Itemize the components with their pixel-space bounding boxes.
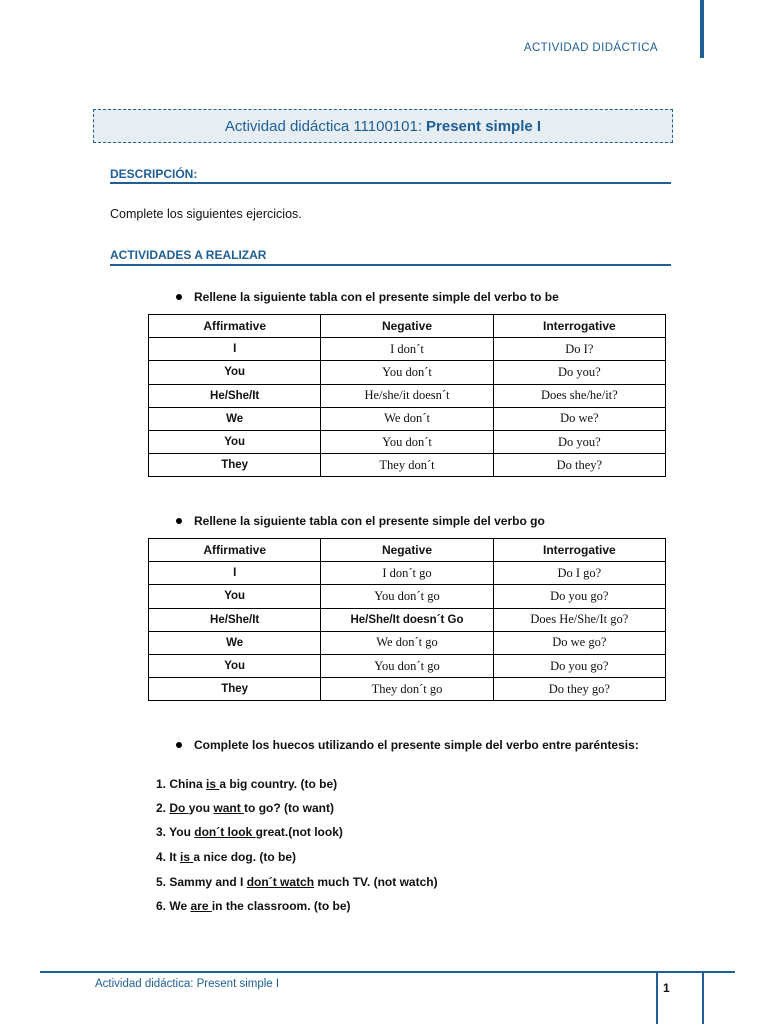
table-header-row bbox=[149, 539, 666, 562]
interrogative-cell: Do I go? bbox=[493, 562, 665, 585]
header-affirmative: Affirmative bbox=[149, 315, 321, 338]
exercise-text: 4. It bbox=[156, 850, 181, 864]
pronoun-cell: I bbox=[149, 338, 321, 361]
interrogative-cell: Do you go? bbox=[493, 585, 665, 608]
table-header-row bbox=[149, 315, 666, 338]
activities-heading: ACTIVIDADES A REALIZAR bbox=[110, 248, 267, 262]
header-interrogative: Interrogative bbox=[493, 315, 665, 338]
header-affirmative: Affirmative bbox=[149, 539, 321, 562]
negative-cell: They don´t bbox=[321, 454, 493, 477]
interrogative-cell: Do they go? bbox=[493, 678, 665, 701]
exercise-item bbox=[156, 801, 334, 815]
bullet-icon bbox=[176, 294, 182, 300]
table-go bbox=[148, 538, 666, 701]
negative-cell: We don´t go bbox=[321, 631, 493, 654]
description-rule bbox=[110, 182, 671, 184]
negative-cell: I don´t go bbox=[321, 562, 493, 585]
description-heading: DESCRIPCIÓN: bbox=[110, 167, 198, 181]
title-box bbox=[93, 109, 673, 143]
interrogative-cell: Does she/he/it? bbox=[493, 384, 665, 407]
footer-divider bbox=[656, 971, 658, 1024]
header-interrogative: Interrogative bbox=[493, 539, 665, 562]
negative-cell: He/She/It doesn´t Go bbox=[321, 608, 493, 631]
exercise-text: you bbox=[188, 801, 214, 815]
interrogative-cell: Do they? bbox=[493, 454, 665, 477]
exercise-text: in the classroom. (to be) bbox=[211, 899, 351, 913]
activities-rule bbox=[110, 264, 671, 266]
exercise-answer: want bbox=[213, 801, 245, 815]
interrogative-cell: Do we? bbox=[493, 407, 665, 430]
footer-divider bbox=[702, 971, 704, 1024]
pronoun-cell: They bbox=[149, 678, 321, 701]
table-to-be bbox=[148, 314, 666, 477]
exercise-text: 6. We bbox=[156, 899, 191, 913]
header-negative: Negative bbox=[321, 539, 493, 562]
interrogative-cell: Do you? bbox=[493, 361, 665, 384]
negative-cell: You don´t bbox=[321, 430, 493, 453]
table-row bbox=[149, 585, 666, 608]
pronoun-cell: I bbox=[149, 562, 321, 585]
table-row bbox=[149, 654, 666, 677]
pronoun-cell: He/She/It bbox=[149, 384, 321, 407]
pronoun-cell: You bbox=[149, 585, 321, 608]
table-row bbox=[149, 631, 666, 654]
pronoun-cell: You bbox=[149, 430, 321, 453]
negative-cell: You don´t go bbox=[321, 654, 493, 677]
pronoun-cell: You bbox=[149, 361, 321, 384]
exercise-item bbox=[156, 875, 438, 889]
description-text: Complete los siguientes ejercicios. bbox=[110, 207, 302, 221]
exercise-item bbox=[156, 899, 351, 913]
footer-label: Actividad didáctica: Present simple I bbox=[95, 978, 280, 990]
exercise-answer: don´t look bbox=[194, 825, 256, 839]
table-row bbox=[149, 338, 666, 361]
negative-cell: You don´t go bbox=[321, 585, 493, 608]
interrogative-cell: Do you go? bbox=[493, 654, 665, 677]
exercise-text: a nice dog. (to be) bbox=[193, 850, 297, 864]
header-label: ACTIVIDAD DIDÁCTICA bbox=[523, 42, 658, 54]
table-row bbox=[149, 608, 666, 631]
pronoun-cell: We bbox=[149, 631, 321, 654]
exercise-answer: is bbox=[180, 850, 194, 864]
table2-instruction-text: Rellene la siguiente tabla con el presente simple del verbo go bbox=[194, 514, 545, 528]
exercise-text: a big country. (to be) bbox=[219, 777, 338, 791]
exercise-text: 2. bbox=[156, 801, 170, 815]
negative-cell: You don´t bbox=[321, 361, 493, 384]
negative-cell: We don´t bbox=[321, 407, 493, 430]
exercise-answer: are bbox=[190, 899, 212, 913]
table-row bbox=[149, 384, 666, 407]
exercise-text: 5. Sammy and I bbox=[156, 875, 247, 889]
negative-cell: I don´t bbox=[321, 338, 493, 361]
pronoun-cell: They bbox=[149, 454, 321, 477]
pronoun-cell: He/She/It bbox=[149, 608, 321, 631]
interrogative-cell: Does He/She/It go? bbox=[493, 608, 665, 631]
table2-instruction bbox=[176, 514, 545, 528]
bullet-icon bbox=[176, 518, 182, 524]
table1-instruction bbox=[176, 290, 559, 304]
exercises-instruction bbox=[176, 738, 639, 752]
bullet-icon bbox=[176, 742, 182, 748]
exercise-answer: Do bbox=[169, 801, 189, 815]
exercise-item bbox=[156, 777, 337, 791]
page-number: 1 bbox=[663, 981, 670, 995]
interrogative-cell: Do we go? bbox=[493, 631, 665, 654]
exercise-text: 1. China bbox=[156, 777, 207, 791]
exercises-instruction-text: Complete los huecos utilizando el presente simple del verbo entre paréntesis: bbox=[194, 738, 639, 752]
table-row bbox=[149, 678, 666, 701]
title-prefix: Actividad didáctica 11100101: bbox=[224, 117, 423, 135]
exercise-answer: don´t watch bbox=[246, 875, 315, 889]
footer-rule bbox=[40, 971, 735, 973]
table-row bbox=[149, 562, 666, 585]
interrogative-cell: Do you? bbox=[493, 430, 665, 453]
exercise-item bbox=[156, 850, 296, 864]
negative-cell: They don´t go bbox=[321, 678, 493, 701]
pronoun-cell: We bbox=[149, 407, 321, 430]
exercise-text: to go? (to want) bbox=[244, 801, 335, 815]
negative-cell: He/she/it doesn´t bbox=[321, 384, 493, 407]
table-row bbox=[149, 454, 666, 477]
table-row bbox=[149, 407, 666, 430]
exercise-text: 3. You bbox=[156, 825, 195, 839]
header-negative: Negative bbox=[321, 315, 493, 338]
title-name: Present simple I bbox=[426, 117, 542, 135]
pronoun-cell: You bbox=[149, 654, 321, 677]
exercise-text: great.(not look) bbox=[255, 825, 343, 839]
exercise-text: much TV. (not watch) bbox=[314, 875, 438, 889]
exercise-item bbox=[156, 825, 343, 839]
table-row bbox=[149, 361, 666, 384]
table1-instruction-text: Rellene la siguiente tabla con el presente simple del verbo to be bbox=[194, 290, 559, 304]
exercise-answer: is bbox=[206, 777, 220, 791]
header-accent-bar bbox=[700, 0, 704, 58]
table-row bbox=[149, 430, 666, 453]
interrogative-cell: Do I? bbox=[493, 338, 665, 361]
